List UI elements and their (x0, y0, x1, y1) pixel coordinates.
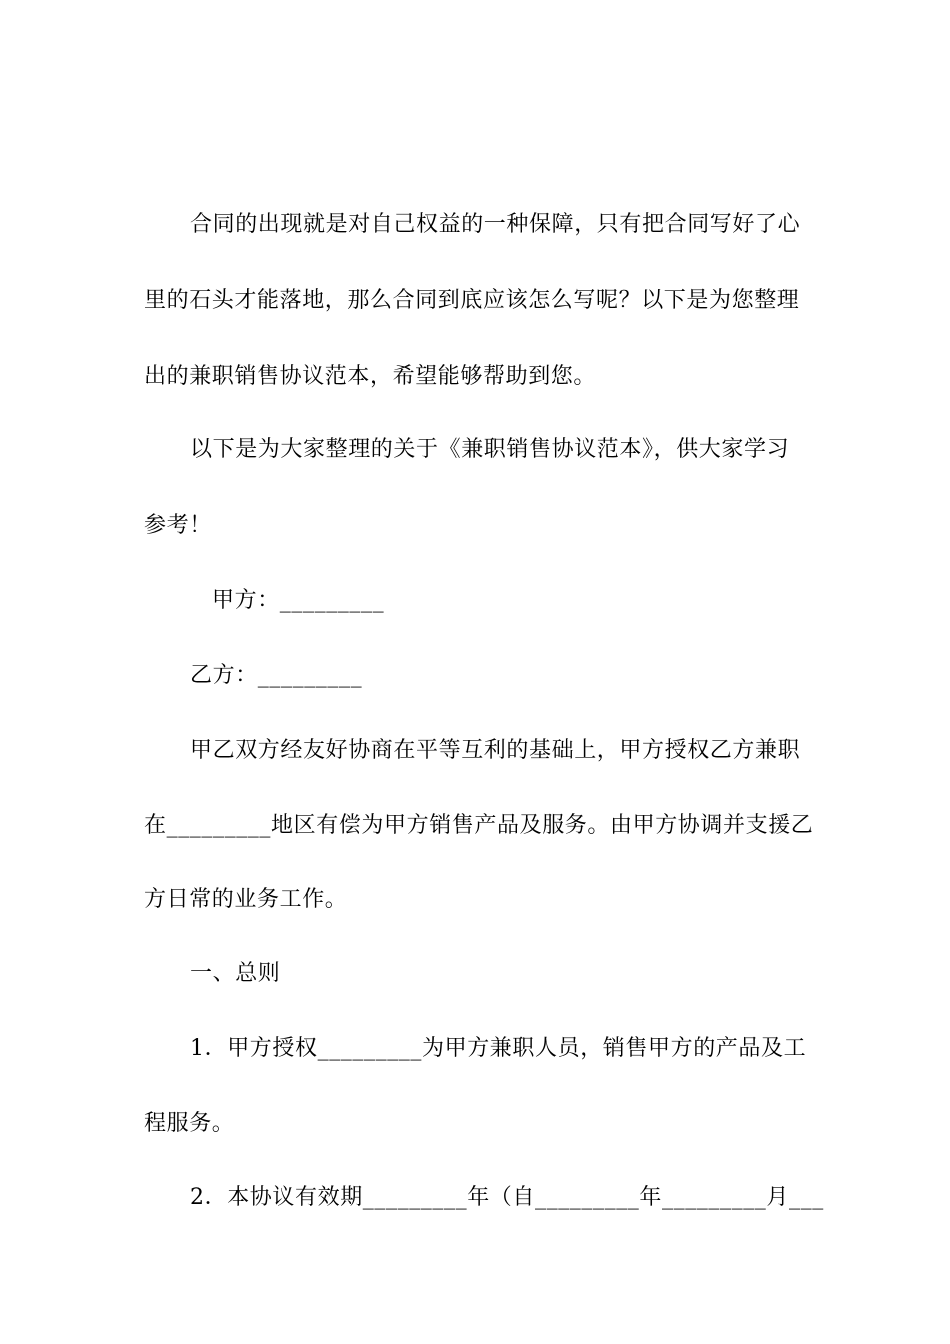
section-heading-general: 一、总则 (190, 961, 281, 986)
party-b-field: 乙方：_________ (190, 663, 363, 688)
agreement-paragraph-line-1: 甲乙双方经友好协商在平等互利的基础上，甲方授权乙方兼职 (190, 738, 801, 763)
agreement-paragraph-line-3: 方日常的业务工作。 (144, 887, 348, 912)
clause-1-line-2: 程服务。 (144, 1111, 235, 1136)
intro-paragraph-line-2: 里的石头才能落地，那么合同到底应该怎么写呢？以下是为您整理 (144, 288, 800, 313)
reference-paragraph-line-1: 以下是为大家整理的关于《兼职销售协议范本》，供大家学习 (190, 437, 790, 462)
party-a-field: 甲方：_________ (212, 588, 385, 613)
reference-paragraph-line-2: 参考！ (144, 513, 212, 538)
clause-1-line-1: 1．甲方授权_________为甲方兼职人员，销售甲方的产品及工 (190, 1036, 807, 1061)
intro-paragraph-line-3: 出的兼职销售协议范本，希望能够帮助到您。 (144, 364, 597, 389)
clause-2-line-1: 2．本协议有效期_________年（自_________年_________月___ (190, 1185, 824, 1210)
intro-paragraph-line-1: 合同的出现就是对自己权益的一种保障，只有把合同写好了心 (190, 212, 801, 237)
agreement-paragraph-line-2: 在_________地区有偿为甲方销售产品及服务。由甲方协调并支援乙 (144, 813, 814, 838)
